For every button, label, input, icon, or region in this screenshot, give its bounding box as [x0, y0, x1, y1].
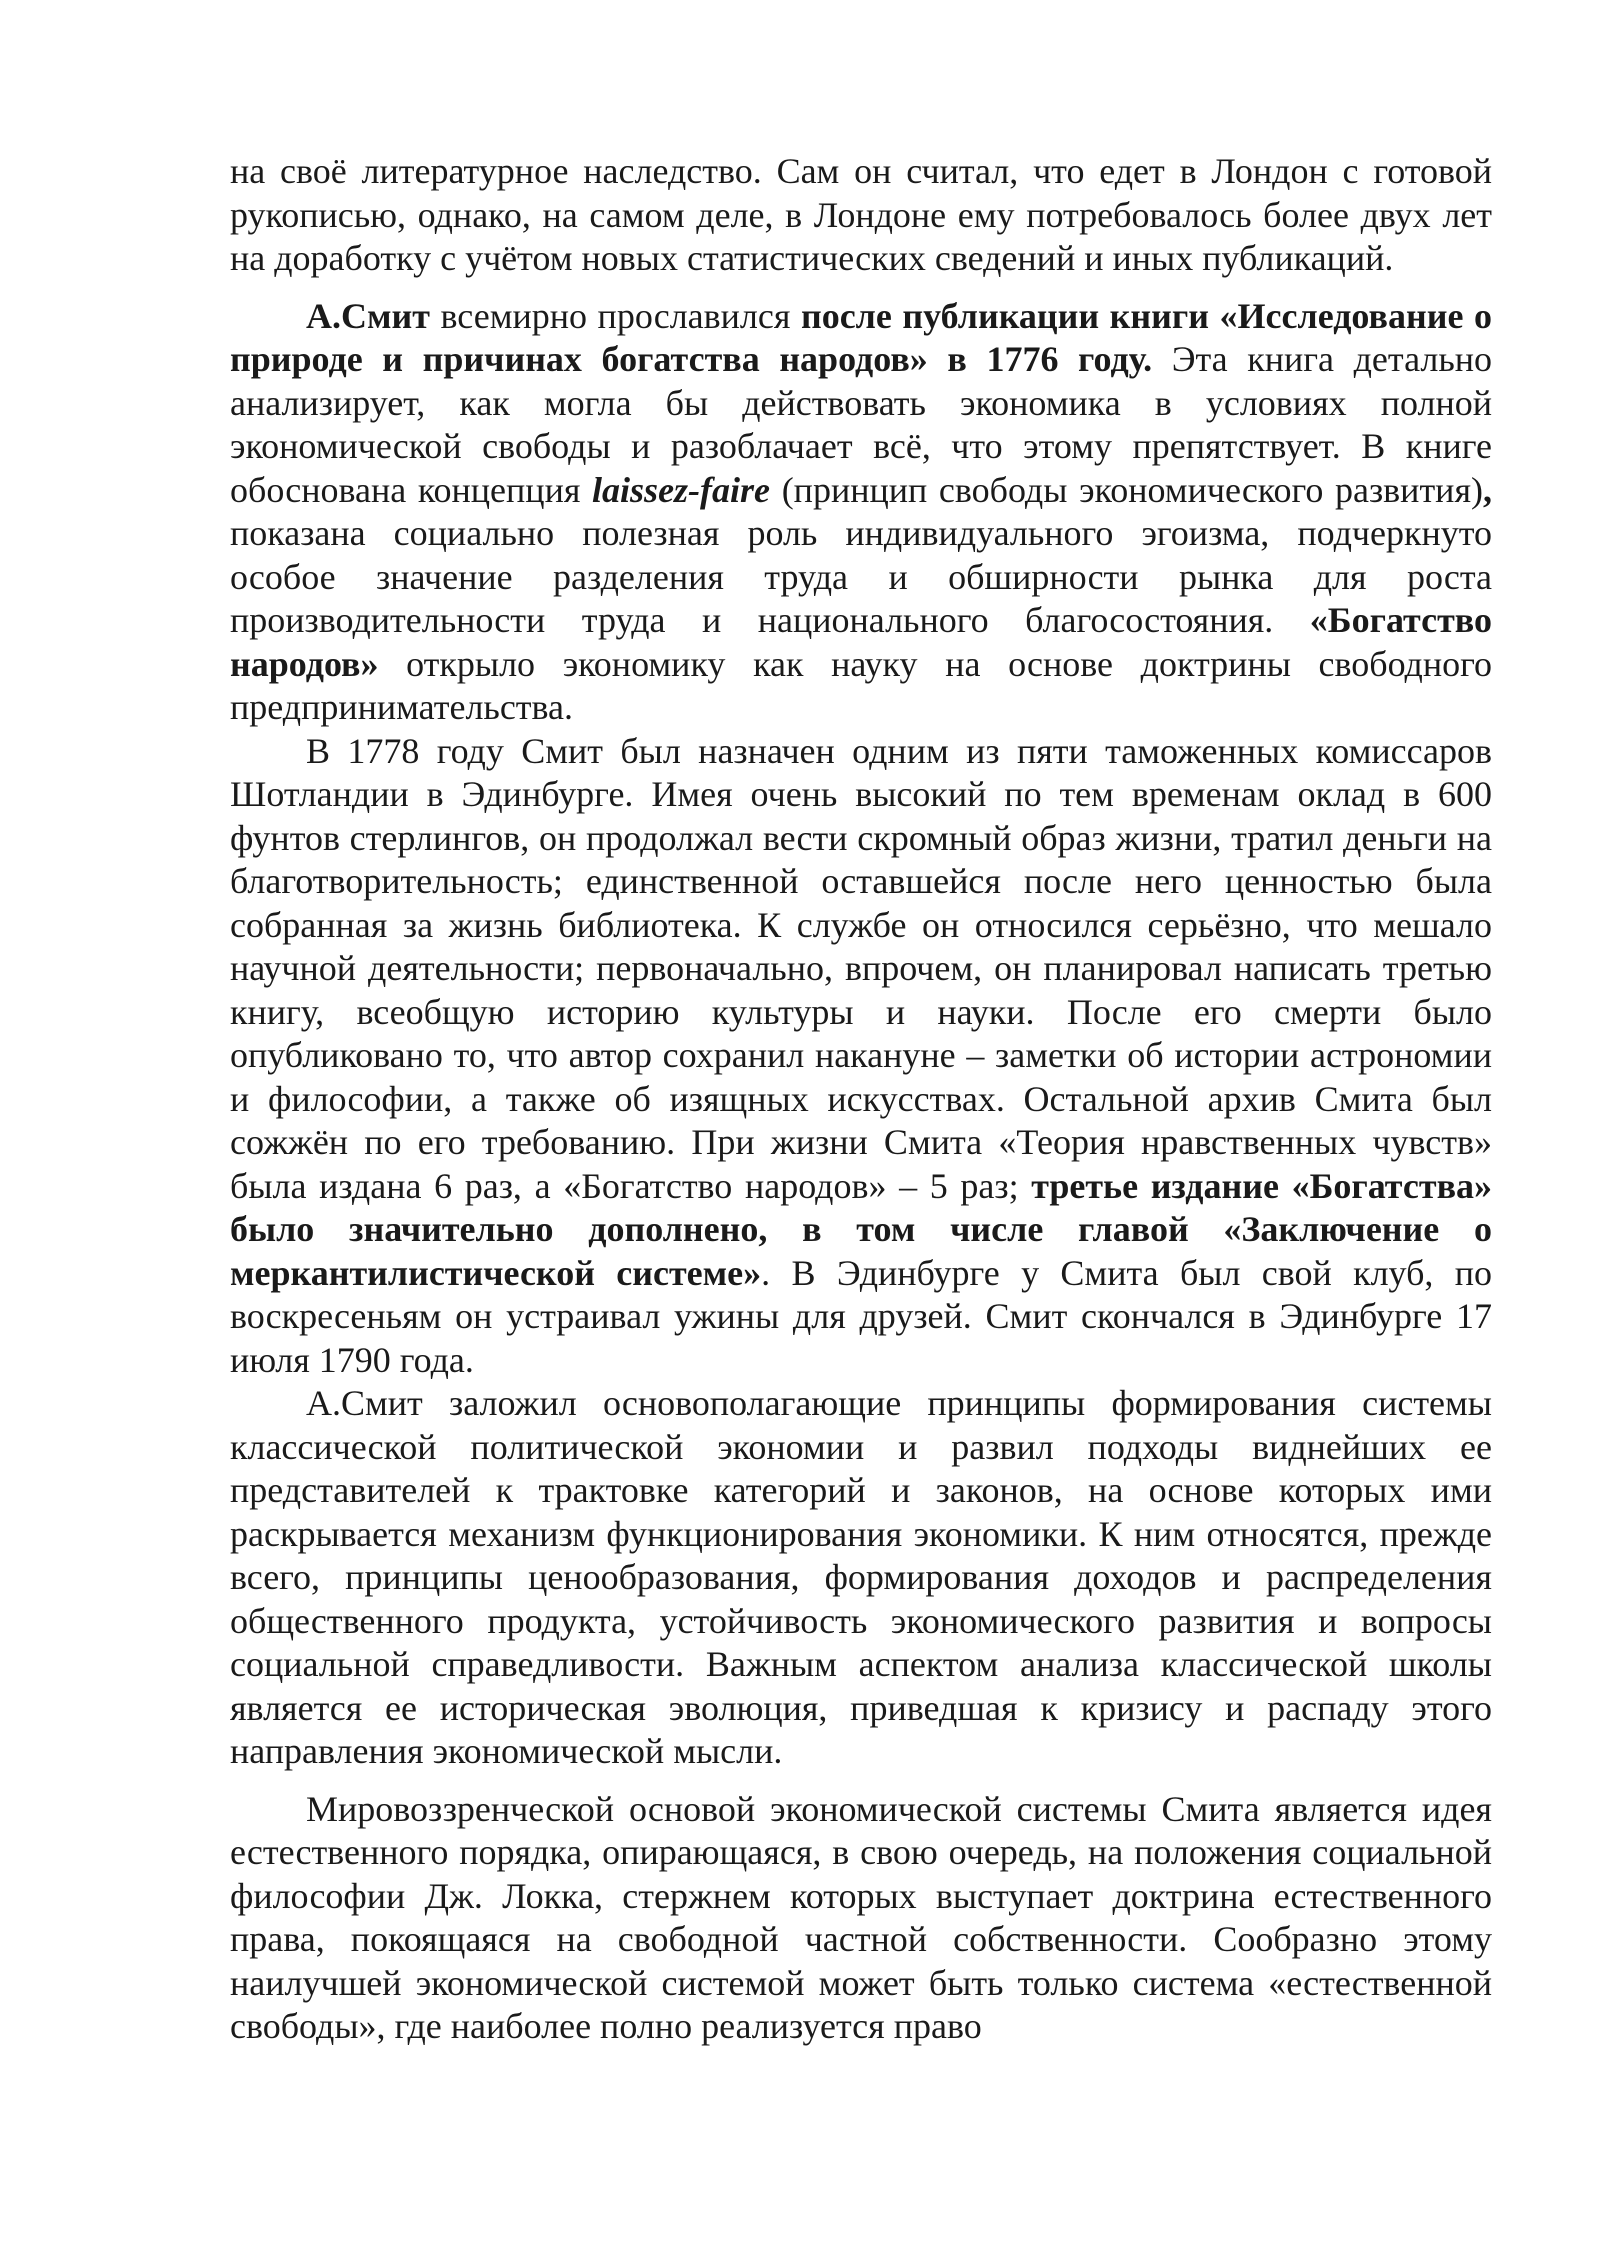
author-name-bold: А.Смит: [306, 295, 430, 336]
third-edition-bold: третье издание «Богатства» было значительно дополнено, в том числе главой «Заключение о меркантилистической системе»: [230, 1165, 1493, 1293]
wealth-of-nations-bold: «Богатство народов»: [230, 600, 1492, 684]
paragraph-1-text: на своё литературное наследство. Сам он считал, что едет в Лондон с готовой рукописью, однако, на самом деле, в Лондоне ему потребовалось более двух лет на доработку с учётом новых статистических сведений и иных публикаций.: [230, 151, 1492, 278]
paragraph-5-text: Мировоззренческой основой экономической системы Смита является идея естественного порядка, опирающаяся, в свою очередь, на положения социальной философии Дж. Локка, стержнем которых выступает доктрина естественного права, покоящаяся на свободной частной собственности. Сообразно этому наилучшей экономической системой может быть только система «естественной свободы», где наиболее полно реализуется право: [230, 1788, 1492, 2046]
paragraph-4: [230, 1382, 1492, 1774]
paragraph-3-run-1: В 1778 году Смит был назначен одним из пяти таможенных комиссаров Шотландии в Эдинбурге. Имея очень высокий по тем временам оклад в 600 фунтов стерлингов, он продолжал вести скромный образ жизни, тратил деньги на благотворительность; единственной оставшейся после него ценностью была собранная за жизнь библиотека. К службе он относился серьёзно, что мешало научной деятельности; первоначально, впрочем, он планировал написать третью книгу, всеобщую историю культуры и науки. После его смерти было опубликовано то, что автор сохранил накануне – заметки об истории астрономии и философии, а также об изящных искусствах. Остальной архив Смита был сожжён по его требованию. При жизни Смита «Теория нравственных чувств» была издана 6 раз, а «Богатство народов» – 5 раз;: [230, 730, 1492, 1206]
paragraph-2-run-2: всемирно прославился: [429, 295, 801, 336]
paragraph-3-run-3: . В Эдинбурге у Смита был свой клуб, по воскресеньям он устраивал ужины для друзей. Смит скончался в Эдинбурге 17 июля 1790 года.: [230, 1252, 1492, 1380]
paragraph-2-run-6: (принцип свободы экономического развития): [770, 469, 1483, 510]
paragraph-2-run-4: Эта книга детально анализирует, как могла бы действовать экономика в условиях полной экономической свободы и разоблачает всё, что этому препятствует. В книге обоснована концепция: [230, 339, 1493, 510]
laissez-faire-term: laissez-faire: [592, 469, 771, 510]
paragraph-4-text: А.Смит заложил основополагающие принципы формирования системы классической политической экономии и развил подходы виднейших ее представителей к трактовке категорий и законов, на основе которых ими раскрывается механизм функционирования экономики. К ним относятся, прежде всего, принципы ценообразования, формирования доходов и распределения общественного продукта, устойчивость экономического развития и вопросы социальной справедливости. Важным аспектом анализа классической школы является ее историческая эволюция, приведшая к кризису и распаду этого направления экономической мысли.: [230, 1383, 1492, 1771]
paragraph-3: [230, 730, 1492, 1383]
paragraph-1: [230, 150, 1492, 281]
paragraph-2-run-10: открыло экономику как науку на основе доктрины свободного предпринимательства.: [230, 643, 1492, 727]
paragraph-5: [230, 1788, 1492, 2049]
bold-comma: ,: [1483, 469, 1492, 510]
paragraph-2: [230, 295, 1492, 730]
paragraph-2-run-8: показана социально полезная роль индивидуального эгоизма, подчеркнуто особое значение разделения труда и обширности рынка для роста производительности труда и национального благосостояния.: [230, 513, 1492, 640]
book-publication-bold: после публикации книги «Исследование о природе и причинах богатства народов» в 1776 году.: [230, 295, 1492, 379]
document-page: [230, 150, 1492, 2049]
